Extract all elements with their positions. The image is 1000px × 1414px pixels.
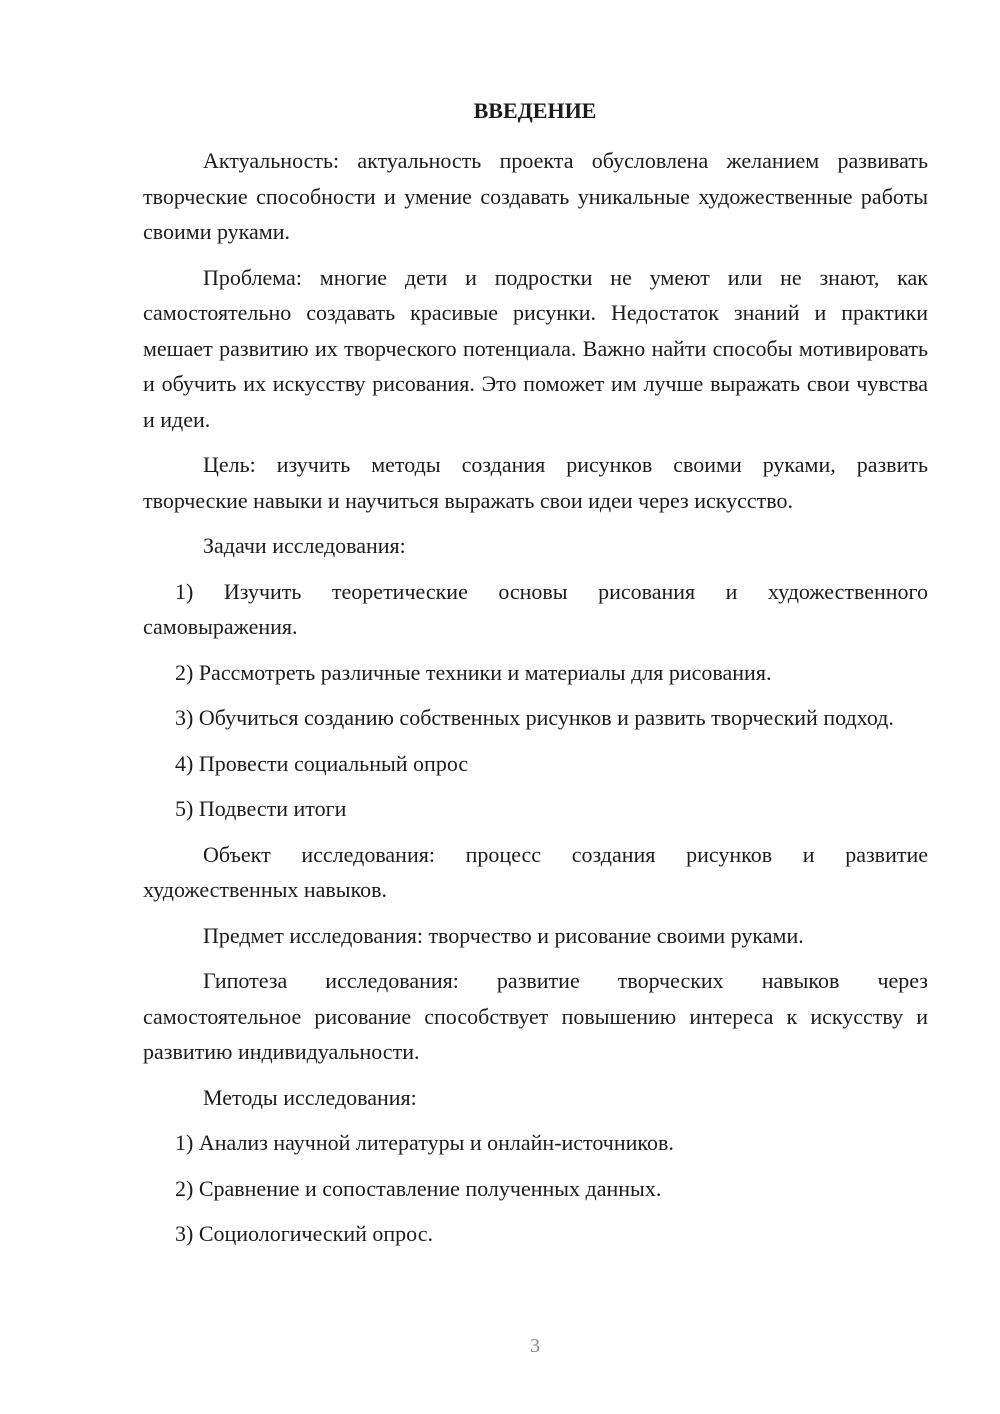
paragraph-problem: Проблема: многие дети и подростки не умеют или не знают, как самостоятельно создавать красивые рисунки. Недостаток знаний и практики мешает развитию их творческого потенциала. Важно найти способы мотивировать и обучить их искусству рисования. Это поможет им лучше выражать свои чувства и идеи. (143, 264, 928, 432)
page-number: 3 (530, 1335, 540, 1357)
page-title: ВВЕДЕНИЕ (473, 98, 597, 123)
list-item: 1) Изучить теоретические основы рисования и художественного самовыражения. (143, 578, 928, 639)
paragraph-object: Объект исследования: процесс создания рисунков и развитие художественных навыков. (143, 841, 928, 902)
paragraph-subject: Предмет исследования: творчество и рисование своими руками. (203, 922, 804, 948)
paragraph-methods-heading: Методы исследования: (203, 1084, 417, 1110)
paragraph-goal: Цель: изучить методы создания рисунков своими руками, развить творческие навыки и научиться выражать свои идеи через искусство. (143, 452, 928, 513)
paragraph-hypothesis: Гипотеза исследования: развитие творческих навыков через самостоятельное рисование способствует повышению интереса к искусству и развитию индивидуальности. (143, 968, 928, 1064)
list-item: 3) Обучиться созданию собственных рисунков и развить творческий подход. (175, 705, 894, 730)
list-item: 1) Анализ научной литературы и онлайн-источников. (175, 1130, 674, 1155)
list-item: 3) Социологический опрос. (175, 1221, 433, 1246)
paragraph-tasks-heading: Задачи исследования: (203, 533, 406, 558)
list-item: 4) Провести социальный опрос (175, 750, 469, 776)
list-item: 5) Подвести итоги (175, 796, 347, 821)
page-body (143, 143, 928, 1252)
list-item: 2) Сравнение и сопоставление полученных данных. (175, 1175, 662, 1201)
list-item: 2) Рассмотреть различные техники и материалы для рисования. (175, 659, 772, 685)
paragraph-relevance: Актуальность: актуальность проекта обусловлена желанием развивать творческие способности и умение создавать уникальные художественные работы своими руками. (143, 148, 928, 244)
